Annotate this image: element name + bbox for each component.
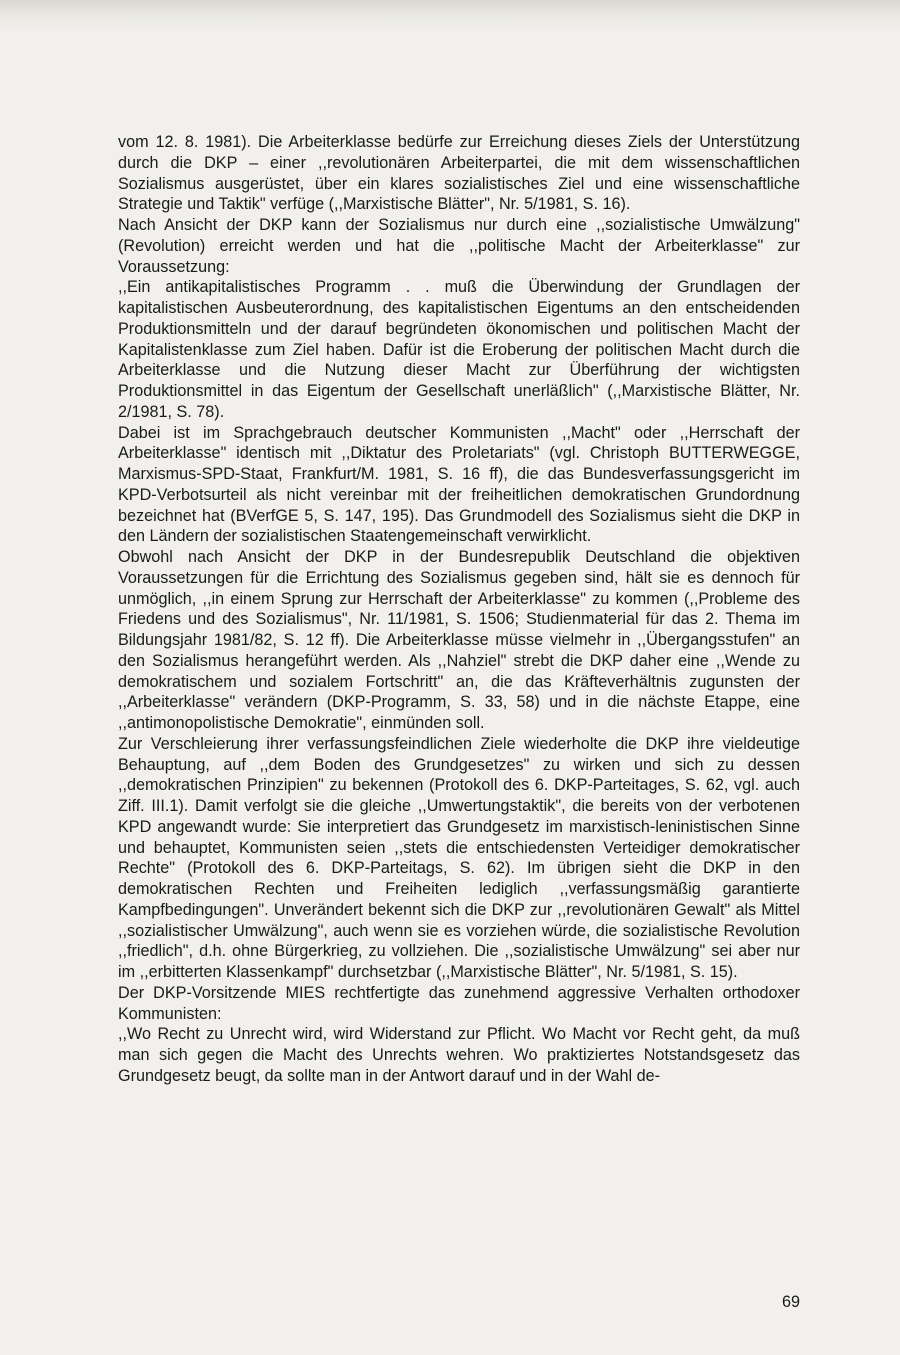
scan-edge-shadow <box>0 0 900 34</box>
paragraph-8-quote: ,,Wo Recht zu Unrecht wird, wird Widerstand zur Pflicht. Wo Macht vor Recht geht, da muß man sich gegen die Macht des Unrechts wehren. Wo praktiziertes Notstandsgesetz das Grundgesetz beugt, da sollte man in der Antwort darauf und in der Wahl de- <box>118 1025 800 1085</box>
paragraph-4: Dabei ist im Sprachgebrauch deutscher Kommunisten ,,Macht" oder ,,Herrschaft der Arbeiterklasse" identisch mit ,,Diktatur des Proletariats" (vgl. Christoph BUTTERWEGGE, Marxismus-SPD-Staat, Frankfurt/M. 1981, S. 16 ff), die das Bundesverfassungsgericht im KPD-Verbotsurteil als nicht vereinbar mit der freiheitlichen demokratischen Grundordnung bezeichnet hat (BVerfGE 5, S. 147, 195). Das Grundmodell des Sozialismus sieht die DKP in den Ländern der sozialistischen Staatengemeinschaft verwirklicht. <box>118 423 800 546</box>
document-body <box>118 132 800 1087</box>
paragraph-6: Zur Verschleierung ihrer verfassungsfeindlichen Ziele wiederholte die DKP ihre vieldeutige Behauptung, auf ,,dem Boden des Grundgesetzes" zu wirken und sich zu dessen ,,demokratischen Prinzipien" zu bekennen (Protokoll des 6. DKP-Parteitages, S. 62, vgl. auch Ziff. III.1). Damit verfolgt sie die gleiche ,,Umwertungstaktik", die bereits von der verbotenen KPD angewandt wurde: Sie interpretiert das Grundgesetz im marxistisch-leninistischen Sinne und behauptet, Kommunisten seien ,,stets die entschiedensten Verteidiger demokratischer Rechte" (Protokoll des 6. DKP-Parteitags, S. 62). Im übrigen sieht die DKP in den demokratischen Rechten und Freiheiten lediglich ,,verfassungsmäßig garantierte Kampfbedingungen". Unverändert bekennt sich die DKP zur ,,revolutionären Gewalt" als Mittel ,,sozialistischer Umwälzung", auch wenn sie es vorziehen würde, die sozialistische Revolution ,,friedlich", d.h. ohne Bürgerkrieg, zu vollziehen. Die ,,sozialistische Umwälzung" sei aber nur im ,,erbitterten Klassenkampf" durchsetzbar (,,Marxistische Blätter", Nr. 5/1981, S. 15). <box>118 734 800 981</box>
paragraph-7: Der DKP-Vorsitzende MIES rechtfertigte das zunehmend aggressive Verhalten orthodoxer Kommunisten: <box>118 983 800 1023</box>
paragraph-3-quote: ,,Ein antikapitalistisches Programm . . muß die Überwindung der Grundlagen der kapitalistischen Ausbeuterordnung, des kapitalistischen Eigentums an den entscheidenden Produktionsmitteln und der darauf begründeten ökonomischen und politischen Macht der Kapitalistenklasse zum Ziel haben. Dafür ist die Eroberung der politischen Macht durch die Arbeiterklasse und die Nutzung dieser Macht zur Überführung der wichtigsten Produktionsmittel in das Eigentum der Gesellschaft unerläßlich" (,,Marxistische Blätter, Nr. 2/1981, S. 78). <box>118 278 800 421</box>
paragraph-1: vom 12. 8. 1981). Die Arbeiterklasse bedürfe zur Erreichung dieses Ziels der Unterstützung durch die DKP – einer ,,revolutionären Arbeiterpartei, die mit dem wissenschaftlichen Sozialismus ausgerüstet, über ein klares sozialistisches Ziel und eine wissenschaftliche Strategie und Taktik" verfüge (,,Marxistische Blätter", Nr. 5/1981, S. 16). <box>118 133 800 214</box>
paragraph-5: Obwohl nach Ansicht der DKP in der Bundesrepublik Deutschland die objektiven Voraussetzungen für die Errichtung des Sozialismus gegeben sind, hält sie es dennoch für unmöglich, ,,in einem Sprung zur Herrschaft der Arbeiterklasse" zu kommen (,,Probleme des Friedens und des Sozialismus", Nr. 11/1981, S. 1506; Studienmaterial für das 2. Thema im Bildungsjahr 1981/82, S. 12 ff). Die Arbeiterklasse müsse vielmehr in ,,Übergangsstufen" an den Sozialismus herangeführt werden. Als ,,Nahziel" strebt die DKP daher eine ,,Wende zu demokratischem und sozialem Fortschritt" an, die das Kräfteverhältnis zugunsten der ,,Arbeiterklasse" verändern (DKP-Programm, S. 33, 58) und in die nächste Etappe, eine ,,antimonopolistische Demokratie", einmünden soll. <box>118 548 800 732</box>
paragraph-2: Nach Ansicht der DKP kann der Sozialismus nur durch eine ,,sozialistische Umwälzung" (Revolution) erreicht werden und hat die ,,politische Macht der Arbeiterklasse" zur Voraussetzung: <box>118 216 800 276</box>
page-number: 69 <box>781 1293 800 1311</box>
